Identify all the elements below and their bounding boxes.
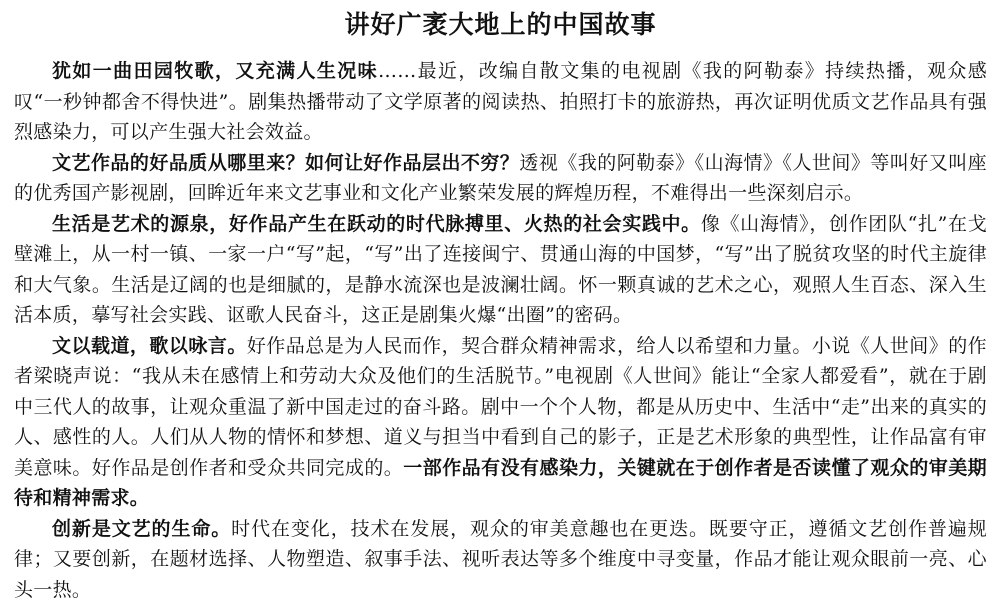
text-segment: 时代在变化，技术在发展，观众的审美意趣也在更迭。既要守正，遵循文艺创作普遍规律；又要创新，在题材选择、人物塑造、叙事手法、视听表达等多个维度中寻变量，作品才能让观众眼前一亮、心头一热。 — [14, 518, 987, 601]
paragraph-4 — [14, 331, 987, 514]
bold-text-segment: 创新是文艺的生命。 — [52, 518, 231, 540]
text-segment: 好作品总是为人民而作，契合群众精神需求，给人以希望和力量。小说《人世间》的作者梁晓声说：“我从未在感情上和劳动大众及他们的生活脱节。”电视剧《人世间》能让“全家人都爱看”，就在于剧中三代人的故事，让观众重温了新中国走过的奋斗路。剧中一个个人物，都是从历史中、生活中“走”出来的真实的人、感性的人。人们从人物的情怀和梦想、道义与担当中看到自己的影子，正是艺术形象的典型性，让作品富有审美意味。好作品是创作者和受众共同完成的。 — [14, 335, 987, 479]
paragraph-2 — [14, 148, 987, 209]
text-segment: 像《山海情》，创作团队“扎”在戈壁滩上，从一村一镇、一家一户“写”起，“写”出了连接闽宁、贯通山海的中国梦，“写”出了脱贫攻坚的时代主旋律和大气象。生活是辽阔的也是细腻的，是静水流深也是波澜壮阔。怀一颗真诚的艺术之心，观照人生百态、深入生活本质，摹写社会实践、讴歌人民奋斗，这正是剧集火爆“出圈”的密码。 — [14, 213, 987, 327]
paragraph-1 — [14, 56, 987, 148]
bold-text-segment: 生活是艺术的源泉，好作品产生在跃动的时代脉搏里、火热的社会实践中。 — [52, 213, 701, 235]
paragraph-3 — [14, 209, 987, 331]
paragraph-5 — [14, 514, 987, 605]
text-segment: ……最近，改编自散文集的电视剧《我的阿勒泰》持续热播，观众感叹“一秒钟都舍不得快进”。剧集热播带动了文学原著的阅读热、拍照打卡的旅游热，再次证明优质文艺作品具有强烈感染力，可以产生强大社会效益。 — [14, 60, 987, 143]
text-segment: 透视《我的阿勒泰》《山海情》《人世间》等叫好又叫座的优秀国产影视剧，回眸近年来文艺事业和文化产业繁荣发展的辉煌历程，不难得出一些深刻启示。 — [14, 152, 987, 205]
bold-text-segment: 一部作品有没有感染力，关键就在于创作者是否读懂了观众的审美期待和精神需求。 — [14, 457, 987, 510]
bold-text-segment: 犹如一曲田园牧歌，又充满人生况味 — [52, 60, 378, 82]
bold-text-segment: 文艺作品的好品质从哪里来？如何让好作品层出不穷？ — [52, 152, 519, 174]
bold-text-segment: 文以载道，歌以咏言。 — [52, 335, 247, 357]
article-body — [14, 56, 987, 605]
article-title: 讲好广袤大地上的中国故事 — [14, 8, 987, 42]
